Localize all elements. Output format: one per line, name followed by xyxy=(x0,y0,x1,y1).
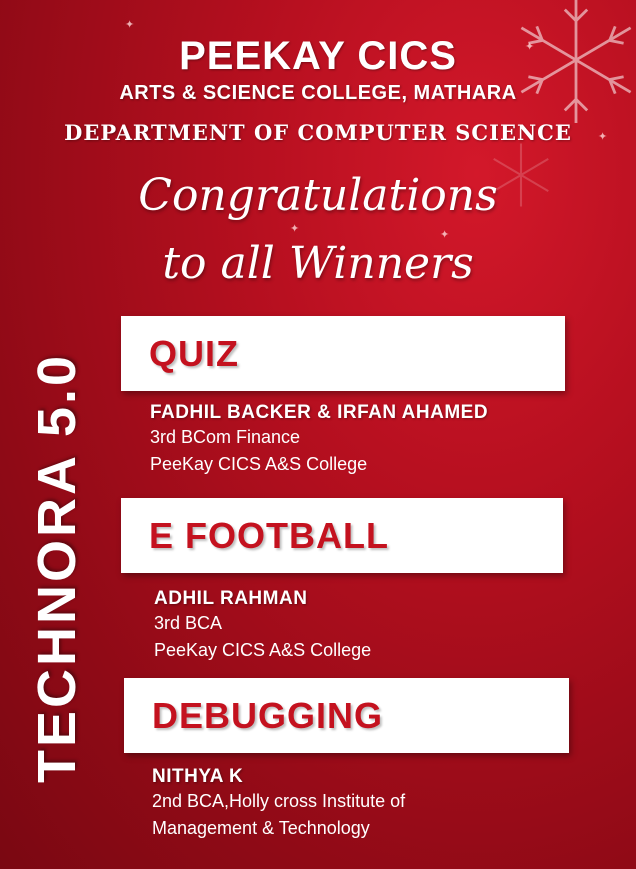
event-title: TECHNORA 5.0 xyxy=(27,352,87,784)
college-subtitle: ARTS & SCIENCE COLLEGE, MATHARA xyxy=(119,82,517,104)
competition-box-quiz xyxy=(121,316,565,391)
winner-college: PeeKay CICS A&S College xyxy=(154,640,372,660)
winner-class: 2nd BCA,Holly cross Institute of xyxy=(152,791,406,811)
competition-box-efootball xyxy=(121,498,563,573)
star-icon: ✦ xyxy=(290,223,300,235)
competition-title: DEBUGGING xyxy=(152,694,384,736)
winner-name: NITHYA K xyxy=(152,766,244,787)
star-icon: ✦ xyxy=(125,19,135,31)
star-icon: ✦ xyxy=(525,41,535,53)
winner-block-debugging xyxy=(152,766,405,842)
winner-block-efootball xyxy=(154,588,371,664)
star-icon: ✦ xyxy=(598,131,608,143)
winner-block-quiz xyxy=(150,402,488,478)
winner-class: 3rd BCom Finance xyxy=(150,427,301,447)
winner-class: 3rd BCA xyxy=(154,613,223,633)
competition-title: E FOOTBALL xyxy=(149,514,389,556)
winners-text: to all Winners xyxy=(162,238,474,289)
competition-box-debugging xyxy=(124,678,569,753)
winner-college: Management & Technology xyxy=(152,818,370,838)
department-name: DEPARTMENT OF COMPUTER SCIENCE xyxy=(64,120,572,145)
winner-college: PeeKay CICS A&S College xyxy=(150,454,368,474)
star-icon: ✦ xyxy=(440,229,450,241)
winner-name: ADHIL RAHMAN xyxy=(154,588,308,609)
college-name: PEEKAY CICS xyxy=(179,34,457,78)
competition-title: QUIZ xyxy=(149,332,239,374)
winner-name: FADHIL BACKER & IRFAN AHAMED xyxy=(150,402,489,423)
congratulations-text: Congratulations xyxy=(138,170,498,221)
